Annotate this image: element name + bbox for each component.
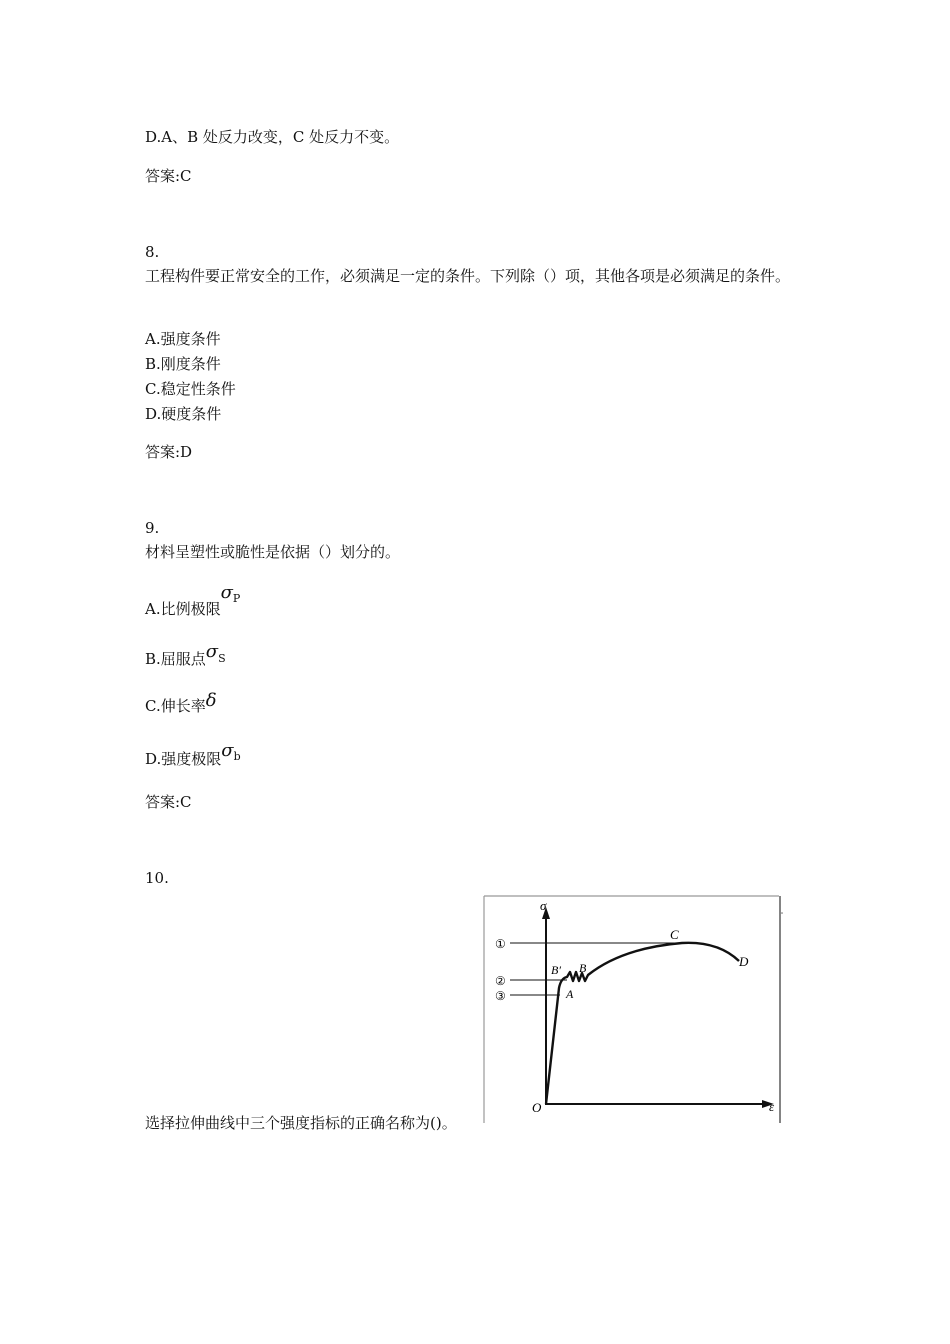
point-b-label: B [579,961,587,975]
q8-option-d: D.硬度条件 [145,405,222,423]
figure-dot [781,912,783,914]
q8-text: 工程构件要正常安全的工作，必须满足一定的条件。下列除（）项，其他各项是必须满足的条件。 [145,267,791,285]
y-axis-label: σ [540,898,547,913]
q9-option-a [145,582,241,622]
point-a-label: A [566,987,574,1001]
origin-label: O [532,1100,542,1115]
q9-option-c-label: C.伸长率 [145,697,206,715]
q8-option-c: C.稳定性条件 [145,380,236,398]
sigma-symbol: σ [220,582,233,603]
q9-answer: 答案:C [145,793,192,811]
q9-option-b-label: B.屈服点 [145,650,206,668]
q8-answer: 答案:D [145,443,193,461]
q9-number: 9. [145,519,160,537]
q7-answer: 答案:C [145,167,192,185]
stress-strain-curve [546,943,739,1104]
sigma-symbol: σ [205,641,219,662]
delta-symbol: δ [205,690,217,711]
q9-option-b [145,641,226,672]
x-axis-label: ε [769,1099,775,1114]
marker-1: ① [495,937,506,951]
sigma-symbol: σ [221,740,234,761]
q9-option-d [145,740,241,772]
marker-3: ③ [495,989,506,1003]
q9-text: 材料呈塑性或脆性是依据（）划分的。 [145,543,401,561]
point-d-label: D [739,954,749,969]
symbol-subscript: P [232,592,241,605]
point-b-prime-label: B′ [551,963,561,977]
q10-text: 选择拉伸曲线中三个强度指标的正确名称为()。 [145,1114,457,1132]
q8-option-a: A.强度条件 [145,330,221,348]
q8-option-b: B.刚度条件 [145,355,221,373]
marker-2: ② [495,974,506,988]
q9-option-a-label: A.比例极限 [145,600,221,618]
q7-option-d: D.A、B 处反力改变，C 处反力不变。 [145,128,400,146]
point-c-label: C [670,927,679,942]
symbol-subscript: b [233,750,241,763]
stress-strain-figure [482,893,787,1125]
q8-number: 8. [145,243,160,261]
q9-option-c [145,690,217,717]
q9-option-d-label: D.强度极限 [145,750,222,768]
symbol-subscript: S [218,652,226,665]
q10-number: 10. [145,869,169,887]
